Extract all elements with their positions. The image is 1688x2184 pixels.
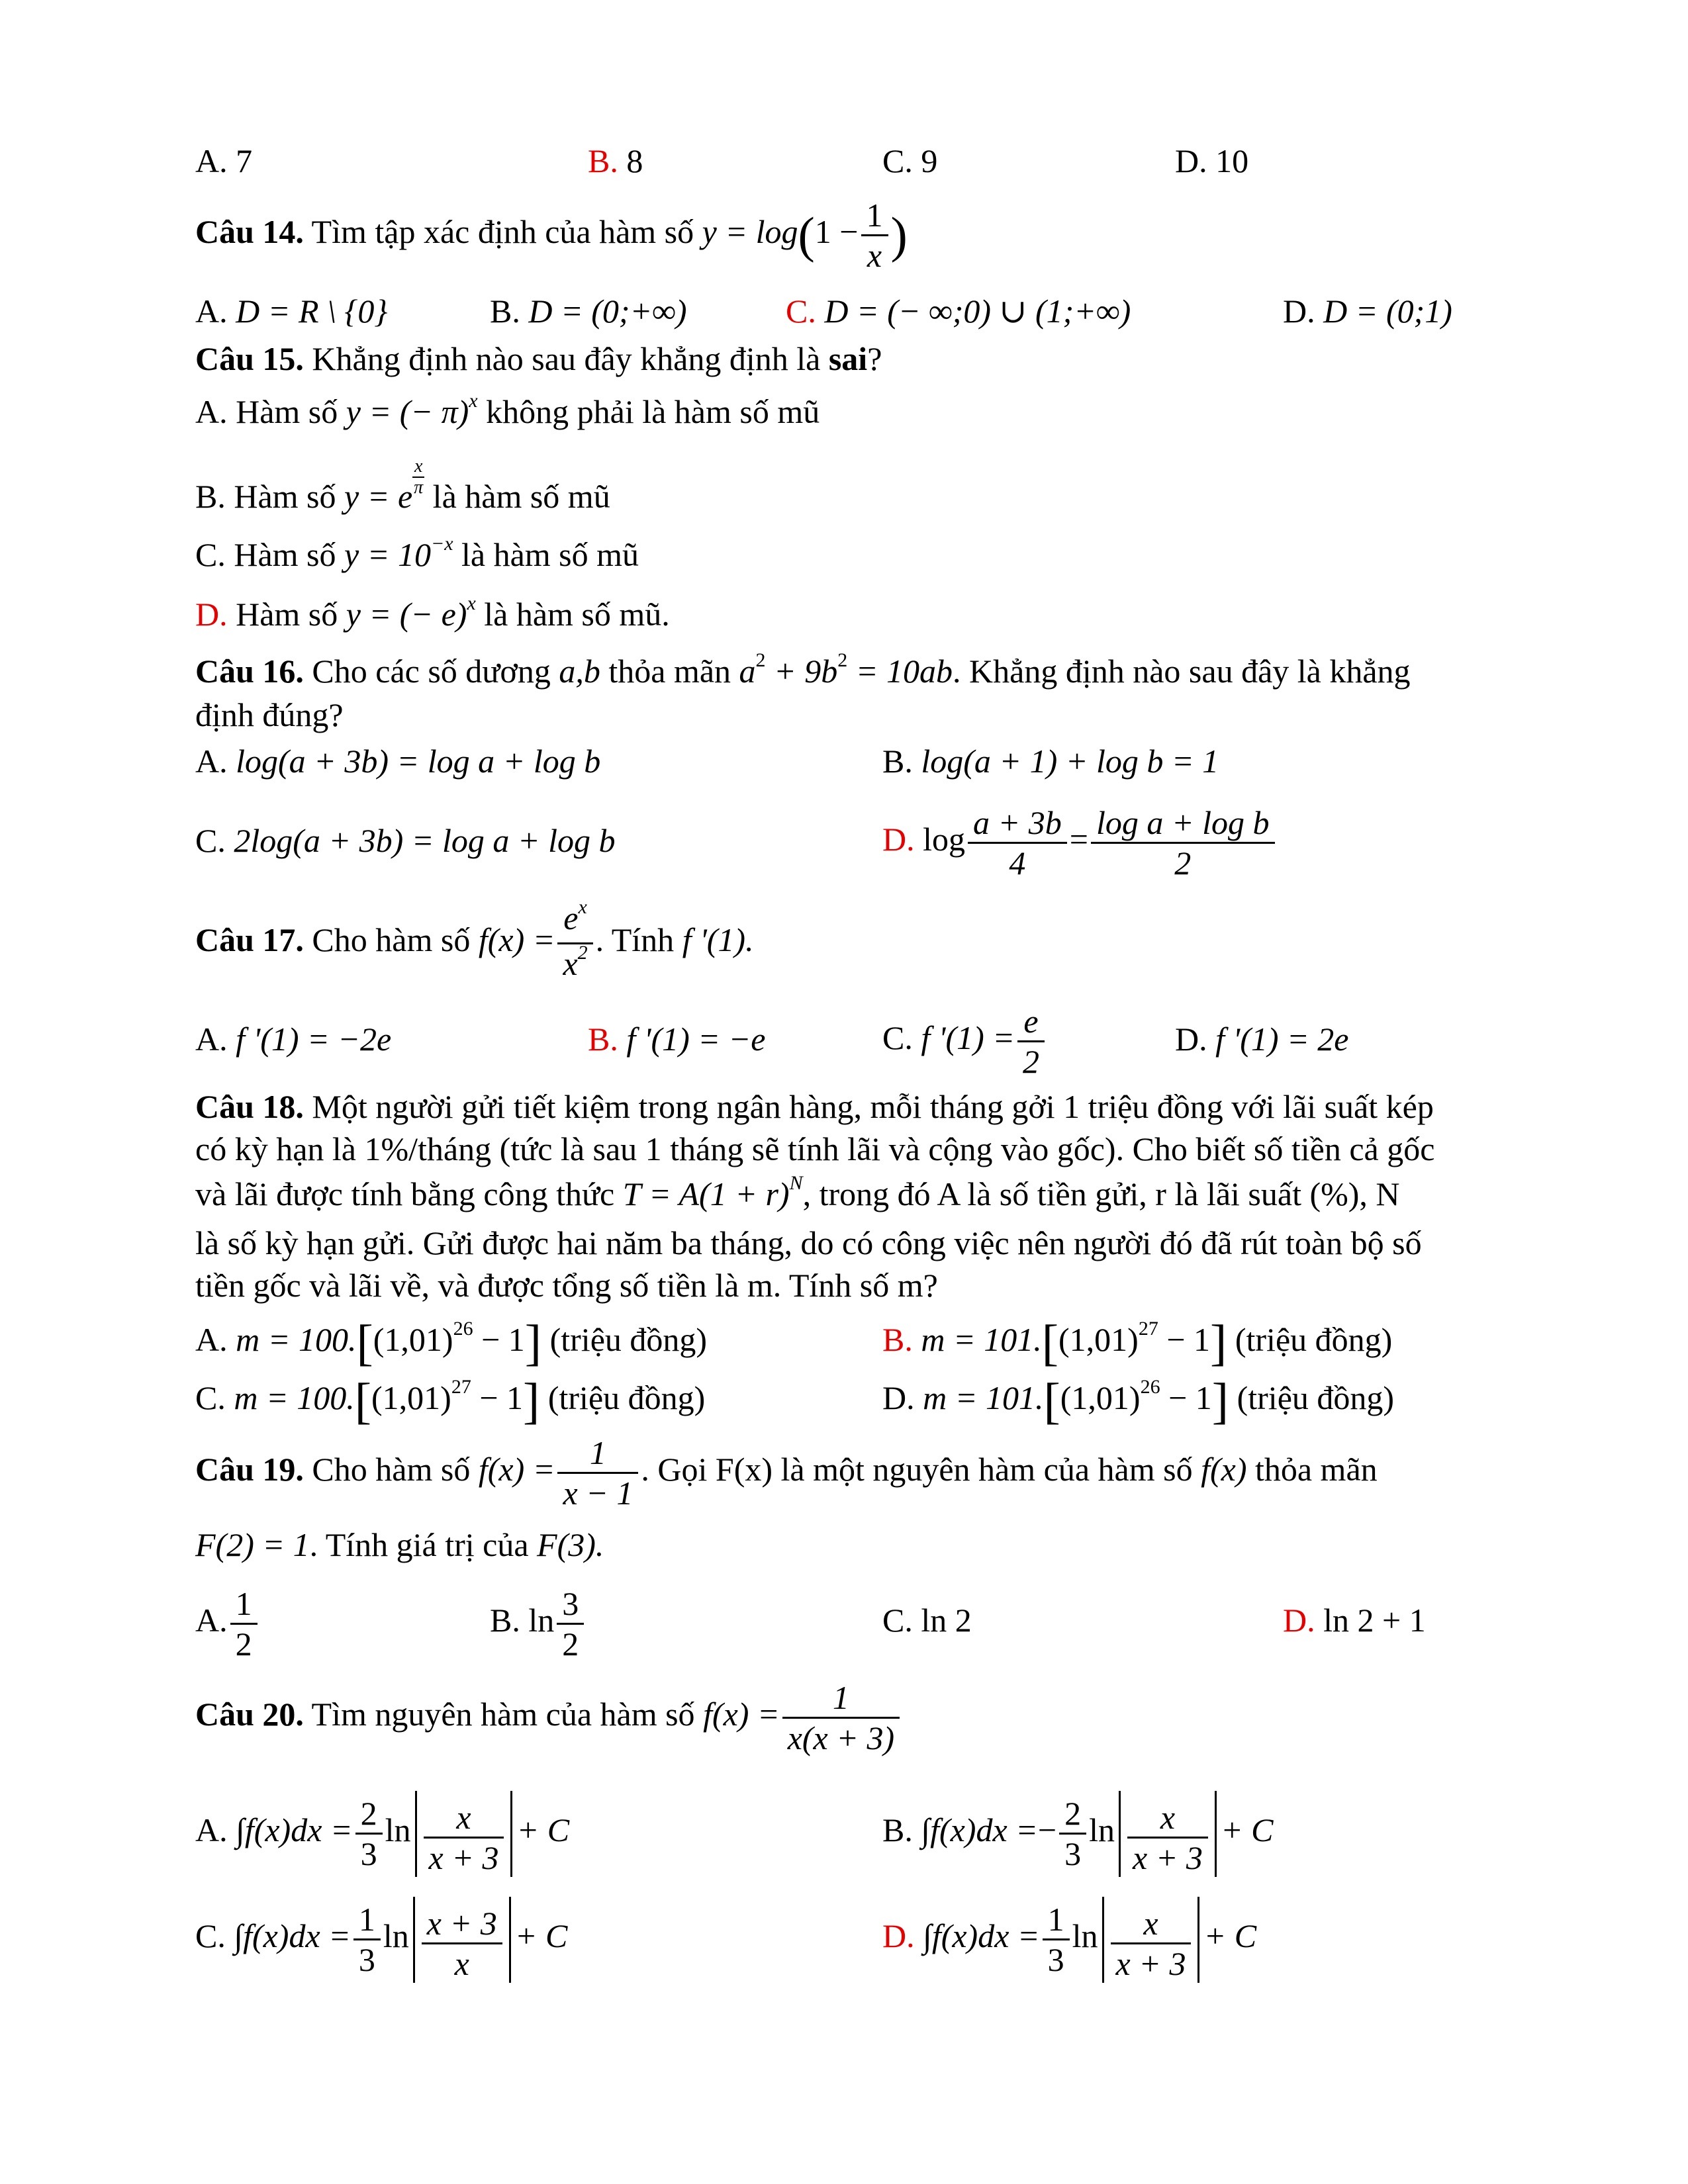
q17-answer-b: B. f '(1) = −e [588,1021,766,1058]
q18-answer-c: C. $m = 100.[(1,01)^{27} - 1]$ (triệu đồng) [195,1373,706,1430]
q18-line2: có kỳ hạn là 1%/tháng (tức là sau 1 tháng sẽ tính lãi và cộng vào gốc). Cho biết số tiền cả gốc [195,1130,1435,1167]
q20-answer-a: A. ∫f(x)dx = $\frac{2}{3}$ ln $\frac{x}{x + 3}$ + C [195,1787,569,1877]
q20-answer-c: C. ∫f(x)dx = $\frac{1}{3}$ ln $\frac{x + 3}{x}$ + C [195,1893,567,1983]
q19-question-line1: Câu 19. Cho hàm số f(x) = $\frac{1}{x - 1}$ . Gọi F(x) là một nguyên hàm của hàm số f(x) thỏa mãn [195,1434,1378,1512]
q20-answer-b: B. ∫f(x)dx =− $\frac{2}{3}$ ln $\frac{x}{x + 3}$ + C [882,1787,1274,1877]
q17-answer-d: D. f '(1) = 2e [1175,1021,1349,1058]
q15-answer-d: D. Hàm số y = (− e)$^x$ là hàm số mũ. [195,592,670,633]
q16-answer-c: C. 2log(a + 3b) = log a + log b [195,822,616,859]
q16-answer-b: B. log(a + 1) + log b = 1 [882,743,1219,780]
q18-answer-b: B. $m = 101.[(1,01)^{27} - 1]$ (triệu đồng) [882,1315,1393,1371]
q18-line4: là số kỳ hạn gửi. Gửi được hai năm ba tháng, do có công việc nên người đó đã rút toàn bộ số [195,1224,1422,1261]
q18-line5: tiền gốc và lãi về, và được tổng số tiền là m. Tính số m? [195,1267,938,1304]
q13-answer-b: B. 8 [588,142,643,179]
q13-answer-c: C. 9 [882,142,938,179]
q20-answer-d: D. ∫f(x)dx = $\frac{1}{3}$ ln $\frac{x}{x + 3}$ + C [882,1893,1256,1983]
q16-answer-d: D. log $\frac{a + 3b}{4}$ = $\frac{\text{log a + log b}}{2}$ [882,799,1278,882]
q16-question-line2: định đúng? [195,696,344,733]
q19-answer-c: C. ln 2 [882,1602,972,1639]
q14-answer-d: D. D = (0;1) [1283,293,1452,330]
q19-question-line2: F(2) = 1. Tính giá trị của F(3). [195,1526,604,1563]
q18-line1: Câu 18. Một người gửi tiết kiệm trong ngân hàng, mỗi tháng gởi 1 triệu đồng với lãi suất kép [195,1088,1434,1125]
q15-answer-c: C. Hàm số $y = 10^{-x}$ là hàm số mũ [195,533,639,573]
q16-question-line1: Câu 16. Cho các số dương a,b thỏa mãn $a^2 + 9b^2 = 10ab$. Khẳng định nào sau đây là khẳng [195,649,1411,690]
q15-answer-a: A. Hàm số y = (− π)$^x$ không phải là hàm số mũ [195,390,820,430]
q14-question: Câu 14. Tìm tập xác định của hàm số y = log(1 − $\frac{1}{x}$ ) [195,197,908,275]
q14-answer-c: C. D = (− ∞;0) ∪ (1;+∞) [786,293,1131,330]
q14-answer-a: A. D = R \ {0} [195,293,388,330]
q13-answer-d: D. 10 [1175,142,1249,179]
q18-answer-d: D. $m = 101.[(1,01)^{26} - 1]$ (triệu đồng) [882,1373,1395,1430]
q19-answer-a: A. $\frac{1}{2}$ [195,1580,260,1663]
q17-answer-a: A. f '(1) = −2e [195,1021,392,1058]
q17-question: Câu 17. Cho hàm số f(x) = $\frac{e^x}{x^2}$ . Tính f '(1). [195,896,754,982]
q18-answer-a: A. $m = 100.[(1,01)^{26} - 1]$ (triệu đồng) [195,1315,708,1371]
q19-answer-d: D. ln 2 + 1 [1283,1602,1426,1639]
q16-answer-a: A. log(a + 3b) = log a + log b [195,743,601,780]
q14-answer-b: B. D = (0;+∞) [490,293,687,330]
q15-answer-b: B. Hàm số y = e $\frac{x}{\pi}$ là hàm số mũ [195,456,610,515]
q17-answer-c: C. f '(1) = $\frac{e}{2}$ [882,998,1047,1081]
q20-question: Câu 20. Tìm nguyên hàm của hàm số f(x) = $\frac{1}{x(x + 3)}$ [195,1674,902,1757]
q18-line3: và lãi được tính bằng công thức $T = A(1 + r)^N$, trong đó A là số tiền gửi, r là lãi suất (%), N [195,1172,1400,1212]
q19-answer-b: B. ln $\frac{3}{2}$ [490,1580,586,1663]
q15-question: Câu 15. Khẳng định nào sau đây khẳng định là sai? [195,340,882,377]
q13-answer-a: A. 7 [195,142,253,179]
